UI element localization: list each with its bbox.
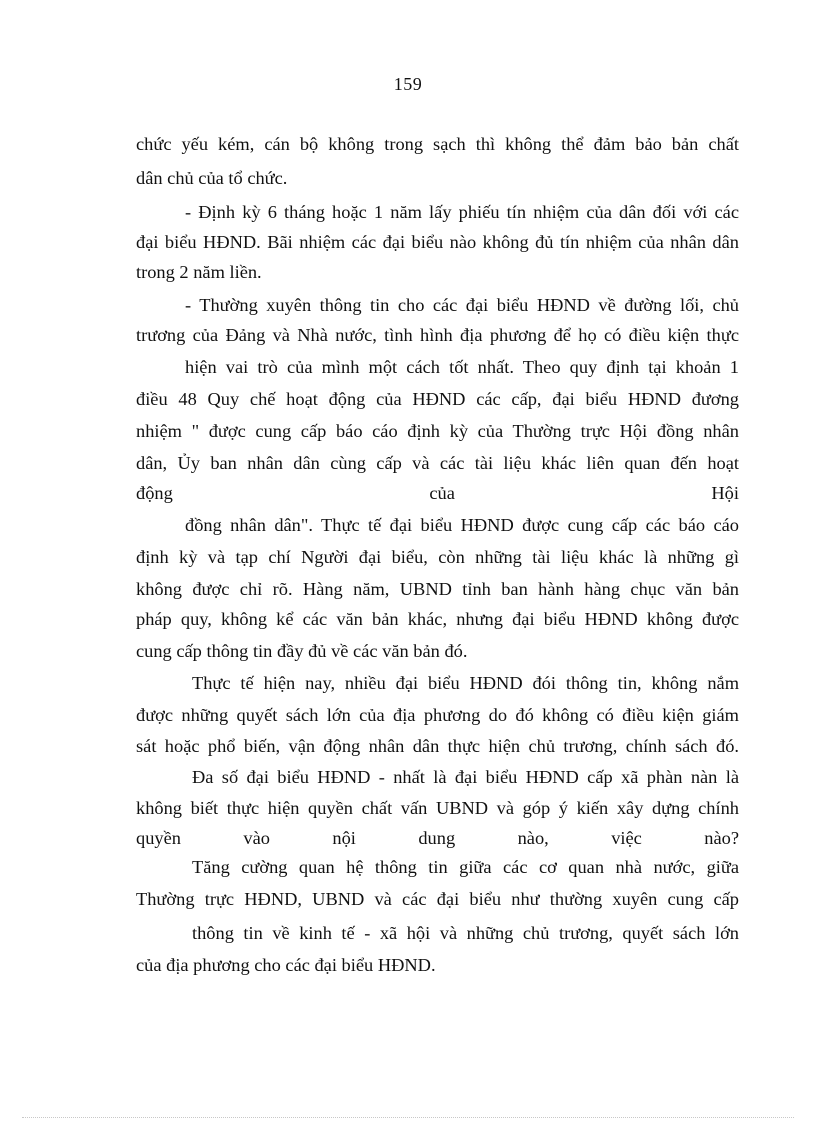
text-line: Tăng cường quan hệ thông tin giữa các cơ quan nhà nước, giữa (192, 857, 739, 877)
text-line: trong 2 năm liền. (136, 262, 262, 282)
text-line: - Định kỳ 6 tháng hoặc 1 năm lấy phiếu tín nhiệm của dân đối với các (185, 202, 739, 222)
text-line: Thường trực HĐND, UBND và các đại biểu như thường xuyên cung cấp (136, 889, 739, 909)
text-line: được những quyết sách lớn của địa phương do đó không có điều kiện giám (136, 705, 739, 725)
text-line: điều 48 Quy chế hoạt động của HĐND các cấp, đại biểu HĐND đương (136, 389, 739, 409)
text-line: Thực tế hiện nay, nhiều đại biểu HĐND đói thông tin, không nắm (192, 673, 739, 693)
text-line: quyền vào nội dung nào, việc nào? (136, 828, 739, 848)
text-line: của địa phương cho các đại biểu HĐND. (136, 955, 436, 975)
text-line: dân, Ủy ban nhân dân cùng cấp và các tài liệu khác liên quan đến hoạt (136, 453, 739, 473)
text-line: Đa số đại biểu HĐND - nhất là đại biểu HĐND cấp xã phàn nàn là (192, 767, 739, 787)
text-line: dân chủ của tổ chức. (136, 168, 288, 188)
text-line: trương của Đảng và Nhà nước, tình hình địa phương để họ có điều kiện thực (136, 325, 739, 345)
text-line: cung cấp thông tin đầy đủ về các văn bản đó. (136, 641, 468, 661)
page-bottom-border (22, 1117, 794, 1118)
text-line: sát hoặc phổ biến, vận động nhân dân thực hiện chủ trương, chính sách đó. (136, 736, 739, 756)
text-line: đại biểu HĐND. Bãi nhiệm các đại biểu nào không đủ tín nhiệm của nhân dân (136, 232, 739, 252)
text-line: nhiệm " được cung cấp báo cáo định kỳ của Thường trực Hội đồng nhân (136, 421, 739, 441)
text-line: đồng nhân dân". Thực tế đại biểu HĐND được cung cấp các báo cáo (185, 515, 739, 535)
text-line: động của Hội (136, 483, 739, 503)
text-line: không được chỉ rõ. Hàng năm, UBND tỉnh ban hành hàng chục văn bản (136, 579, 739, 599)
text-line: không biết thực hiện quyền chất vấn UBND và góp ý kiến xây dựng chính (136, 798, 739, 818)
text-line: pháp quy, không kể các văn bản khác, nhưng đại biểu HĐND không được (136, 609, 739, 629)
text-line: hiện vai trò của mình một cách tốt nhất. Theo quy định tại khoản 1 (185, 357, 739, 377)
text-line: thông tin về kinh tế - xã hội và những chủ trương, quyết sách lớn (192, 923, 739, 943)
text-line: - Thường xuyên thông tin cho các đại biểu HĐND về đường lối, chủ (185, 295, 739, 315)
text-line: định kỳ và tạp chí Người đại biểu, còn những tài liệu khác là những gì (136, 547, 739, 567)
page-number: 159 (393, 74, 423, 94)
text-line: chức yếu kém, cán bộ không trong sạch thì không thể đảm bảo bản chất (136, 134, 739, 154)
